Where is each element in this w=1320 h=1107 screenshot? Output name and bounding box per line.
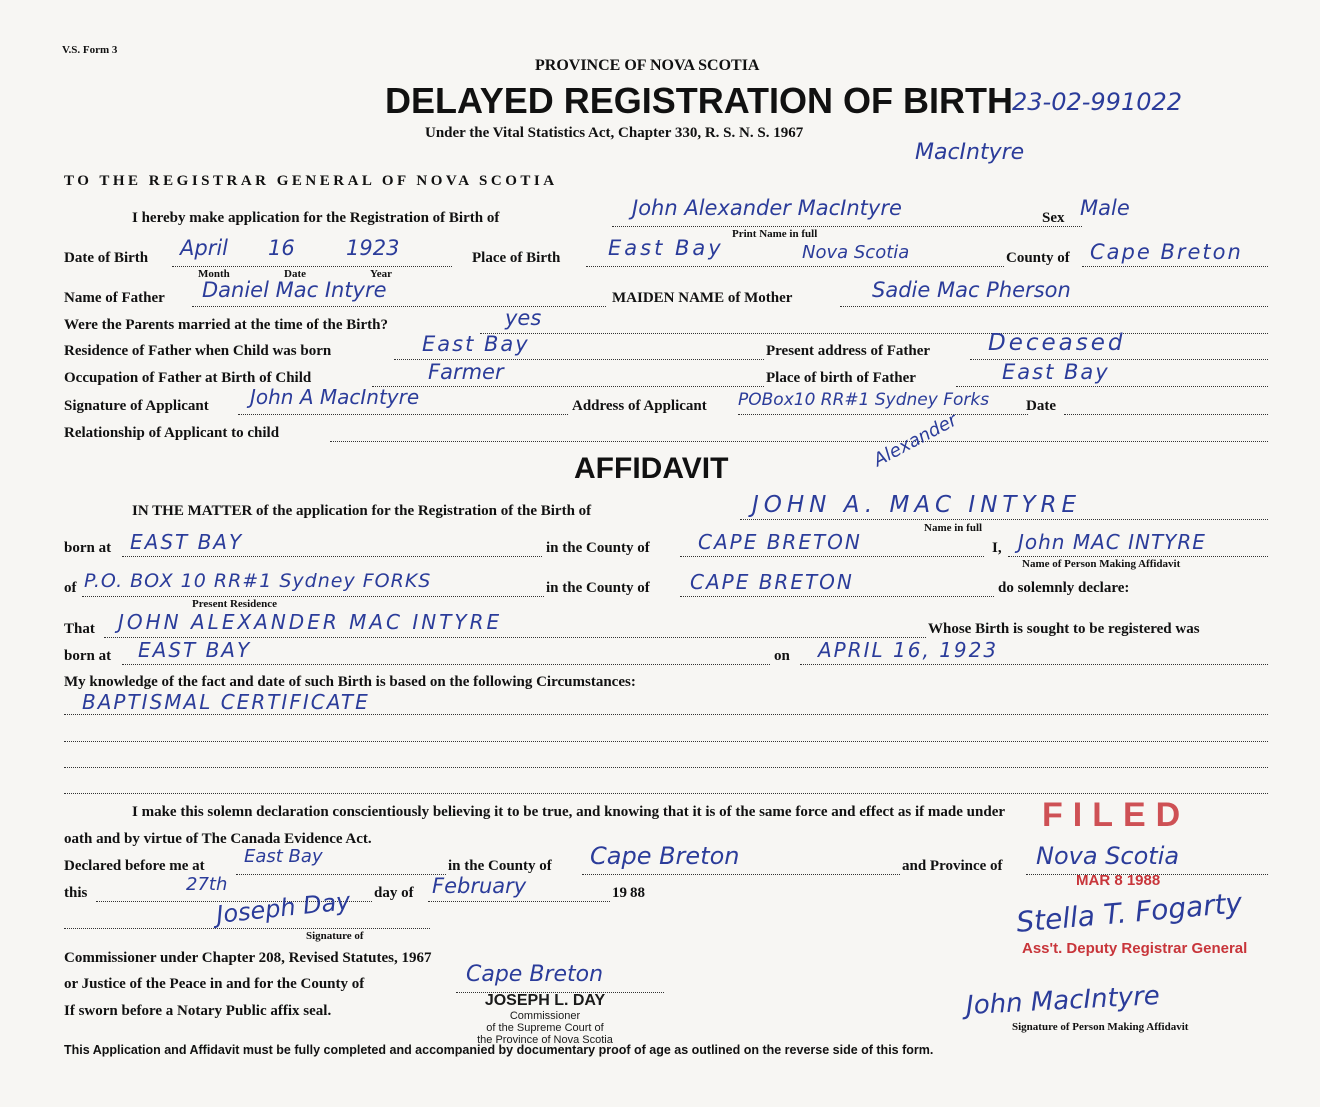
affidavit-name-caption: Name in full bbox=[924, 522, 983, 534]
dob-label: Date of Birth bbox=[64, 250, 149, 266]
occupation-line bbox=[372, 386, 764, 387]
document-title: DELAYED REGISTRATION OF BIRTH bbox=[385, 80, 1014, 121]
present-addr-value: Deceased bbox=[988, 330, 1126, 356]
affidavit-name-line bbox=[740, 519, 1268, 520]
signature-of-caption: Signature of bbox=[306, 930, 364, 942]
deponent-signature: John MacIntyre bbox=[965, 980, 1161, 1022]
intro-text: I hereby make application for the Registration of Birth of bbox=[132, 210, 500, 226]
county-label-2: in the County of bbox=[546, 540, 650, 556]
declared-line bbox=[236, 874, 446, 875]
date-caption: Date bbox=[284, 268, 306, 280]
county-label: County of bbox=[1006, 250, 1070, 266]
that-label: That bbox=[64, 621, 95, 637]
affidavit-heading: AFFIDAVIT bbox=[574, 452, 729, 485]
commissioner-sig-line bbox=[64, 928, 430, 929]
sex-label: Sex bbox=[1042, 210, 1065, 226]
signature-label: Signature of Applicant bbox=[64, 398, 209, 414]
married-value: yes bbox=[505, 306, 542, 330]
date-line bbox=[1064, 414, 1268, 415]
residence-value: P.O. BOX 10 RR#1 Sydney FORKS bbox=[84, 570, 432, 592]
pob-province: Nova Scotia bbox=[802, 242, 910, 263]
footer-instruction: This Application and Affidavit must be fully completed and accompanied by documentary proof of age as outlined on the reverse side of this form. bbox=[64, 1043, 934, 1057]
justice-county-value: Cape Breton bbox=[466, 962, 604, 987]
deponent-value: John MAC INTYRE bbox=[1018, 530, 1206, 554]
province-heading: PROVINCE OF NOVA SCOTIA bbox=[535, 57, 760, 74]
on-line bbox=[800, 664, 1268, 665]
form-number: V.S. Form 3 bbox=[62, 44, 118, 56]
date-label: Date bbox=[1026, 398, 1056, 414]
declare-text: do solemnly declare: bbox=[998, 580, 1130, 596]
knowledge-text: My knowledge of the fact and date of such Birth is based on the following Circumstances: bbox=[64, 674, 636, 690]
month-line bbox=[428, 901, 610, 902]
father-pob-line bbox=[956, 386, 1268, 387]
circumstance-line-2 bbox=[64, 741, 1268, 742]
mother-line bbox=[840, 306, 1268, 307]
dob-day: 16 bbox=[268, 236, 295, 260]
province-label: and Province of bbox=[902, 858, 1003, 874]
applicant-signature: John A MacIntyre bbox=[250, 385, 420, 409]
address-line bbox=[738, 414, 1028, 415]
this-label: this bbox=[64, 885, 88, 901]
whose-birth-text: Whose Birth is sought to be registered was bbox=[928, 621, 1200, 637]
circumstance-line-4 bbox=[64, 793, 1268, 794]
father-value: Daniel Mac Intyre bbox=[202, 278, 387, 302]
county-label-4: in the County of bbox=[448, 858, 552, 874]
county-label-3: in the County of bbox=[546, 580, 650, 596]
name-caption: Print Name in full bbox=[732, 228, 818, 240]
seal-title: Commissioner bbox=[509, 1010, 581, 1022]
signature-line bbox=[238, 414, 568, 415]
dob-month: April bbox=[180, 236, 228, 260]
deponent-signature-caption: Signature of Person Making Affidavit bbox=[1012, 1021, 1189, 1033]
address-value: POBox10 RR#1 Sydney Forks bbox=[738, 390, 990, 410]
child-name: John Alexander MacIntyre bbox=[632, 196, 902, 220]
present-addr-label: Present address of Father bbox=[766, 343, 931, 359]
on-value: APRIL 16, 1923 bbox=[818, 638, 999, 662]
mother-label: MAIDEN NAME of Mother bbox=[612, 290, 793, 306]
county-line-2 bbox=[680, 556, 984, 557]
occupation-label: Occupation of Father at Birth of Child bbox=[64, 370, 312, 386]
justice-line: or Justice of the Peace in and for the County of bbox=[64, 976, 365, 992]
county-value-3: CAPE BRETON bbox=[690, 570, 854, 594]
seal-province: the Province of Nova Scotia bbox=[477, 1034, 613, 1046]
father-pob-label: Place of birth of Father bbox=[766, 370, 916, 386]
relationship-line bbox=[330, 441, 1268, 442]
commissioner-line: Commissioner under Chapter 208, Revised Statutes, 1967 bbox=[64, 950, 432, 966]
married-line bbox=[480, 333, 1268, 334]
seal-court: of the Supreme Court of bbox=[486, 1022, 604, 1034]
addressee: TO THE REGISTRAR GENERAL OF NOVA SCOTIA bbox=[64, 173, 558, 189]
born-at-label-2: born at bbox=[64, 648, 112, 664]
province-value: Nova Scotia bbox=[1036, 842, 1180, 870]
solemn-line-1: I make this solemn declaration conscientiously believing it to be true, and knowing that it is of the same force and effect as if made under bbox=[132, 804, 1006, 820]
act-reference: Under the Vital Statistics Act, Chapter 330, R. S. N. S. 1967 bbox=[425, 125, 804, 141]
mother-value: Sadie Mac Pherson bbox=[872, 278, 1071, 302]
declared-label: Declared before me at bbox=[64, 858, 205, 874]
county-value-2: CAPE BRETON bbox=[698, 530, 862, 554]
address-label: Address of Applicant bbox=[572, 398, 707, 414]
father-pob-value: East Bay bbox=[1002, 360, 1110, 384]
filed-stamp: FILED bbox=[1042, 796, 1191, 834]
day-of-label: day of bbox=[374, 885, 414, 901]
of-label: of bbox=[64, 580, 77, 596]
registrar-title-stamp: Ass't. Deputy Registrar General bbox=[1022, 940, 1248, 957]
notary-line: If sworn before a Notary Public affix seal. bbox=[64, 1003, 332, 1019]
registration-number: 23-02-991022 bbox=[1012, 88, 1183, 116]
circumstance-line-3 bbox=[64, 767, 1268, 768]
affidavit-name: JOHN A. MAC INTYRE bbox=[752, 492, 1082, 518]
residence-caption: Present Residence bbox=[192, 598, 278, 610]
name-line bbox=[612, 226, 1082, 227]
seal-name: JOSEPH L. DAY bbox=[484, 992, 606, 1009]
res-father-value: East Bay bbox=[422, 332, 530, 356]
res-father-label: Residence of Father when Child was born bbox=[64, 343, 332, 359]
circumstance-line-1 bbox=[64, 714, 1268, 715]
born-at-label: born at bbox=[64, 540, 112, 556]
pob-line bbox=[586, 266, 1004, 267]
month-caption: Month bbox=[198, 268, 230, 280]
affidavit-intro: IN THE MATTER of the application for the Registration of the Birth of bbox=[132, 503, 592, 519]
declared-value: East Bay bbox=[244, 846, 323, 867]
born-at-value: EAST BAY bbox=[130, 530, 244, 554]
born-at-value-2: EAST BAY bbox=[138, 638, 252, 662]
county-value: Cape Breton bbox=[1090, 240, 1243, 264]
county-value-4: Cape Breton bbox=[590, 842, 740, 870]
that-value: JOHN ALEXANDER MAC INTYRE bbox=[118, 610, 503, 634]
occupation-value: Farmer bbox=[428, 360, 504, 384]
filed-date-stamp: MAR 8 1988 bbox=[1076, 872, 1161, 889]
circumstance-value: BAPTISMAL CERTIFICATE bbox=[82, 690, 370, 714]
born-at-line-2 bbox=[122, 664, 770, 665]
solemn-line-2: oath and by virtue of The Canada Evidence Act. bbox=[64, 831, 372, 847]
deponent-line bbox=[1008, 556, 1268, 557]
residence-line bbox=[82, 596, 544, 597]
dob-line bbox=[172, 266, 452, 267]
county-line-3 bbox=[680, 596, 994, 597]
commissioner-signature: Joseph Day bbox=[214, 887, 352, 929]
county-line bbox=[1082, 266, 1268, 267]
year-suffix: 88 bbox=[630, 885, 645, 901]
on-label: on bbox=[774, 648, 790, 664]
i-label: I, bbox=[992, 540, 1002, 556]
year-caption: Year bbox=[370, 268, 392, 280]
married-label: Were the Parents married at the time of the Birth? bbox=[64, 317, 388, 333]
father-label: Name of Father bbox=[64, 290, 165, 306]
dob-year: 1923 bbox=[346, 236, 400, 260]
deponent-caption: Name of Person Making Affidavit bbox=[1022, 558, 1181, 570]
commissioner-seal bbox=[460, 992, 630, 1046]
registrar-signature: Stella T. Fogarty bbox=[1014, 886, 1244, 939]
born-at-line bbox=[122, 556, 542, 557]
pob-label: Place of Birth bbox=[472, 250, 561, 266]
sex-value: Male bbox=[1080, 196, 1130, 220]
year-prefix: 19 bbox=[612, 885, 627, 901]
affidavit-name-insert: Alexander bbox=[870, 409, 961, 471]
father-line bbox=[192, 306, 606, 307]
month-value: February bbox=[432, 874, 527, 898]
pob-value: East Bay bbox=[608, 236, 724, 260]
relationship-label: Relationship of Applicant to child bbox=[64, 425, 280, 441]
annotation-surname: MacIntyre bbox=[915, 140, 1025, 165]
county-line-4 bbox=[582, 874, 900, 875]
day-value: 27th bbox=[186, 874, 228, 895]
